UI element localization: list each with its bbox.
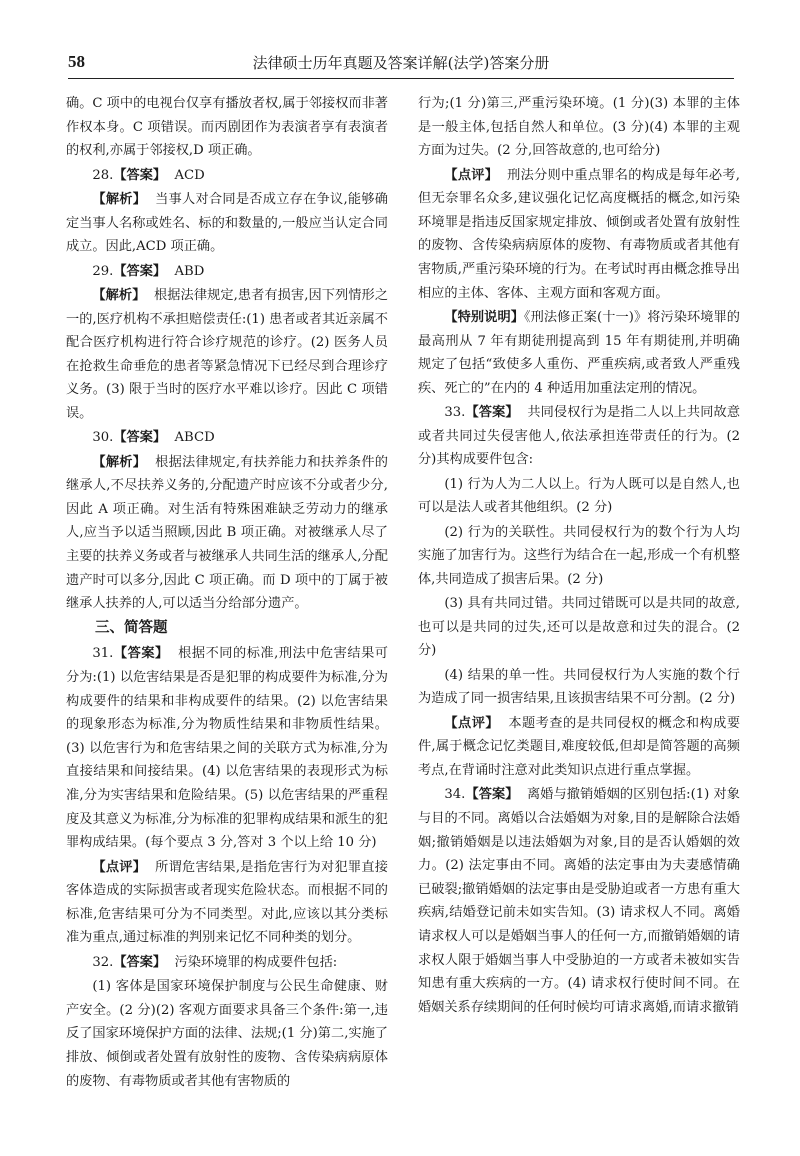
- question-number: 28.: [92, 167, 114, 183]
- analysis-29: [66, 284, 388, 426]
- page-header: [68, 50, 734, 74]
- continued-paragraph: 行为;(1 分)第三,严重污染环境。(1 分)(3) 本罪的主体是一般主体,包括自然人和单位。(3 分)(4) 本罪的主观方面为过失。(2 分,回答故意的,也可给分): [418, 96, 740, 159]
- comment-tag: 【点评】: [444, 167, 499, 183]
- running-title: 法律硕士历年真题及答案详解(法学)答案分册: [252, 54, 550, 72]
- analysis-text: 根据法律规定,有扶养能力和扶养条件的继承人,不尽扶养义务的,分配遗产时应该不分或者少分,因此 A 项正确。对生活有特殊困难缺乏劳动力的继承人,应当予以适当照顾,因此 B 项正确。对被继承人尽了主要的扶养义务或者与被继承人共同生活的继承人,分配遗产时可以多分,因此 C 项正确。而 D 项中的丁属于被继承人扶养的人,可以适当分给部分遗产。: [66, 454, 388, 612]
- answer-tag: 【答案】: [113, 646, 169, 662]
- comment-text: 所谓危害结果,是指危害行为对犯罪直接客体造成的实际损害或者现实危险状态。而根据不同的标准,危害结果可分为不同类型。对此,应该以其分类标准为重点,通过标准的判别来记忆不同种类的划分。: [66, 859, 388, 946]
- answer-text: 根据不同的标准,刑法中危害结果可分为:(1) 以危害结果是否是犯罪的构成要件为标准,分为构成要件的结果和非构成要件的结果。(2) 以危害结果的现象形态为标准,分为物质性结果和非物质性结果。(3) 以危害行为和危害结果之间的关联方式为标准,分为直接结果和间接结果。(4) 以危害结果的表现形式为标准,分为实害结果和危险结果。(5) 以危害结果的严重程度及其意义为标准,分为标准的犯罪构成结果和派生的犯罪构成结果。(每个要点 3 分,答对 3 个以上给 10 分): [66, 646, 388, 851]
- answer-32: [66, 951, 388, 975]
- answer-33-item: (2) 行为的关联性。共同侵权行为的数个行为人均实施了加害行为。这些行为结合在一起,形成一个有机整体,共同造成了损害后果。(2 分): [418, 524, 740, 587]
- answer-30: [66, 426, 388, 450]
- right-column: [418, 92, 740, 1020]
- analysis-tag: 【解析】: [92, 454, 147, 470]
- comment-32: [418, 164, 740, 306]
- analysis-30: [66, 451, 388, 616]
- answer-value: ABCD: [174, 430, 215, 446]
- answer-28: [66, 164, 388, 188]
- answer-34: [418, 783, 740, 1019]
- left-column: [66, 92, 388, 1094]
- question-number: 33.: [444, 405, 466, 421]
- section-heading: 三、简答题: [95, 619, 168, 636]
- page-number: 58: [68, 52, 85, 71]
- analysis-tag: 【解析】: [92, 287, 146, 303]
- special-note-tag: 【特别说明】: [444, 309, 524, 325]
- question-number: 34.: [444, 787, 466, 803]
- answer-33-item: (3) 具有共同过错。共同过错既可以是共同的故意,也可以是共同的过失,还可以是故意和过失的混合。(2 分): [418, 596, 740, 659]
- continued-paragraph: 确。C 项中的电视台仅享有播放者权,属于邻接权而非著作权本身。C 项错误。而丙剧团作为表演者享有表演者的权利,亦属于邻接权,D 项正确。: [66, 96, 388, 159]
- answer-text: 离婚与撤销婚姻的区别包括:(1) 对象与目的不同。离婚以合法婚姻为对象,目的是解除合法婚姻;撤销婚姻是以违法婚姻为对象,目的是否认婚姻的效力。(2) 法定事由不同。离婚的法定事由为夫妻感情确已破裂;撤销婚姻的法定事由是受胁迫或者一方患有重大疾病,结婚登记前未如实告知。(3) 请求权人不同。离婚请求权人可以是婚姻当事人的任何一方,而撤销婚姻的请求权人限于婚姻当事人中受胁迫的一方或者未被如实告知患有重大疾病的一方。(4) 请求权行使时间不同。在婚姻关系存续期间的任何时候均可请求离婚,而请求撤销: [418, 787, 740, 1015]
- answer-tag: 【答案】: [465, 787, 519, 803]
- answer-tag: 【答案】: [113, 263, 167, 279]
- question-number: 32.: [92, 954, 114, 970]
- answer-32-body: (1) 客体是国家环境保护制度与公民生命健康、财产安全。(2 分)(2) 客观方面要求具备三个条件:第一,违反了国家环境保护方面的法律、法规;(1 分)第二,实施了排放、倾倒或者处置有放射性的废物、含传染病病原体的废物、有毒物质或者其他有害物质的: [66, 979, 388, 1089]
- analysis-text: 当事人对合同是否成立存在争议,能够确定当事人名称或姓名、标的和数量的,一般应当认定合同成立。因此,ACD 项正确。: [66, 191, 388, 255]
- answer-31: [66, 642, 388, 854]
- analysis-tag: 【解析】: [92, 191, 147, 207]
- comment-tag: 【点评】: [444, 715, 500, 731]
- question-number: 29.: [92, 263, 114, 279]
- answer-tag: 【答案】: [113, 167, 167, 183]
- answer-tag: 【答案】: [113, 430, 167, 446]
- question-number: 30.: [92, 430, 114, 446]
- answer-tag: 【答案】: [465, 405, 519, 421]
- answer-value: ACD: [174, 167, 205, 183]
- special-note-32: [418, 306, 740, 400]
- answer-33-item: (1) 行为人为二人以上。行为人既可以是自然人,也可以是法人或者其他组织。(2 分): [418, 476, 740, 516]
- answer-text: 共同侵权行为是指二人以上共同故意或者共同过失侵害他人,依法承担连带责任的行为。(2 分)其构成要件包含:: [418, 405, 741, 468]
- answer-tag: 【答案】: [113, 954, 167, 970]
- comment-31: [66, 856, 388, 950]
- comment-text: 本题考查的是共同侵权的概念和构成要件,属于概念记忆类题目,难度较低,但却是简答题的高频考点,在背诵时注意对此类知识点进行重点掌握。: [418, 715, 741, 778]
- answer-value: ABD: [174, 263, 205, 279]
- comment-tag: 【点评】: [92, 859, 147, 875]
- analysis-text: 根据法律规定,患者有损害,因下列情形之一的,医疗机构不承担赔偿责任:(1) 患者或者其近亲属不配合医疗机构进行符合诊疗规范的诊疗。(2) 医务人员在抢救生命垂危的患者等紧急情况下已经尽到合理诊疗义务。(3) 限于当时的医疗水平难以诊疗。因此 C 项错误。: [66, 287, 389, 421]
- comment-33: [418, 712, 740, 783]
- question-number: 31.: [92, 646, 114, 662]
- analysis-28: [66, 188, 388, 259]
- answer-29: [66, 260, 388, 284]
- header-rule: [68, 78, 734, 79]
- comment-text: 刑法分则中重点罪名的构成是每年必考,但无奈罪名众多,建议强化记忆高度概括的概念,如污染环境罪是指违反国家规定排放、倾倒或者处置有放射性的废物、含传染病病原体的废物、有毒物质或者其他有害物质,严重污染环境的行为。在考试时再由概念推导出相应的主体、客体、主观方面和客观方面。: [418, 167, 740, 301]
- answer-33: [418, 401, 740, 472]
- special-note-text: 《刑法修正案(十一)》将污染环境罪的最高刑从 7 年有期徒刑提高到 15 年有期徒刑,并明确规定了包括“致使多人重伤、严重疾病,或者致人严重残疾、死亡的”在内的 4 种适用加重法定刑的情况。: [418, 309, 740, 396]
- answer-text: 污染环境罪的构成要件包括:: [174, 954, 338, 970]
- answer-33-item: (4) 结果的单一性。共同侵权行为人实施的数个行为造成了同一损害结果,且该损害结果不可分割。(2 分): [418, 667, 740, 707]
